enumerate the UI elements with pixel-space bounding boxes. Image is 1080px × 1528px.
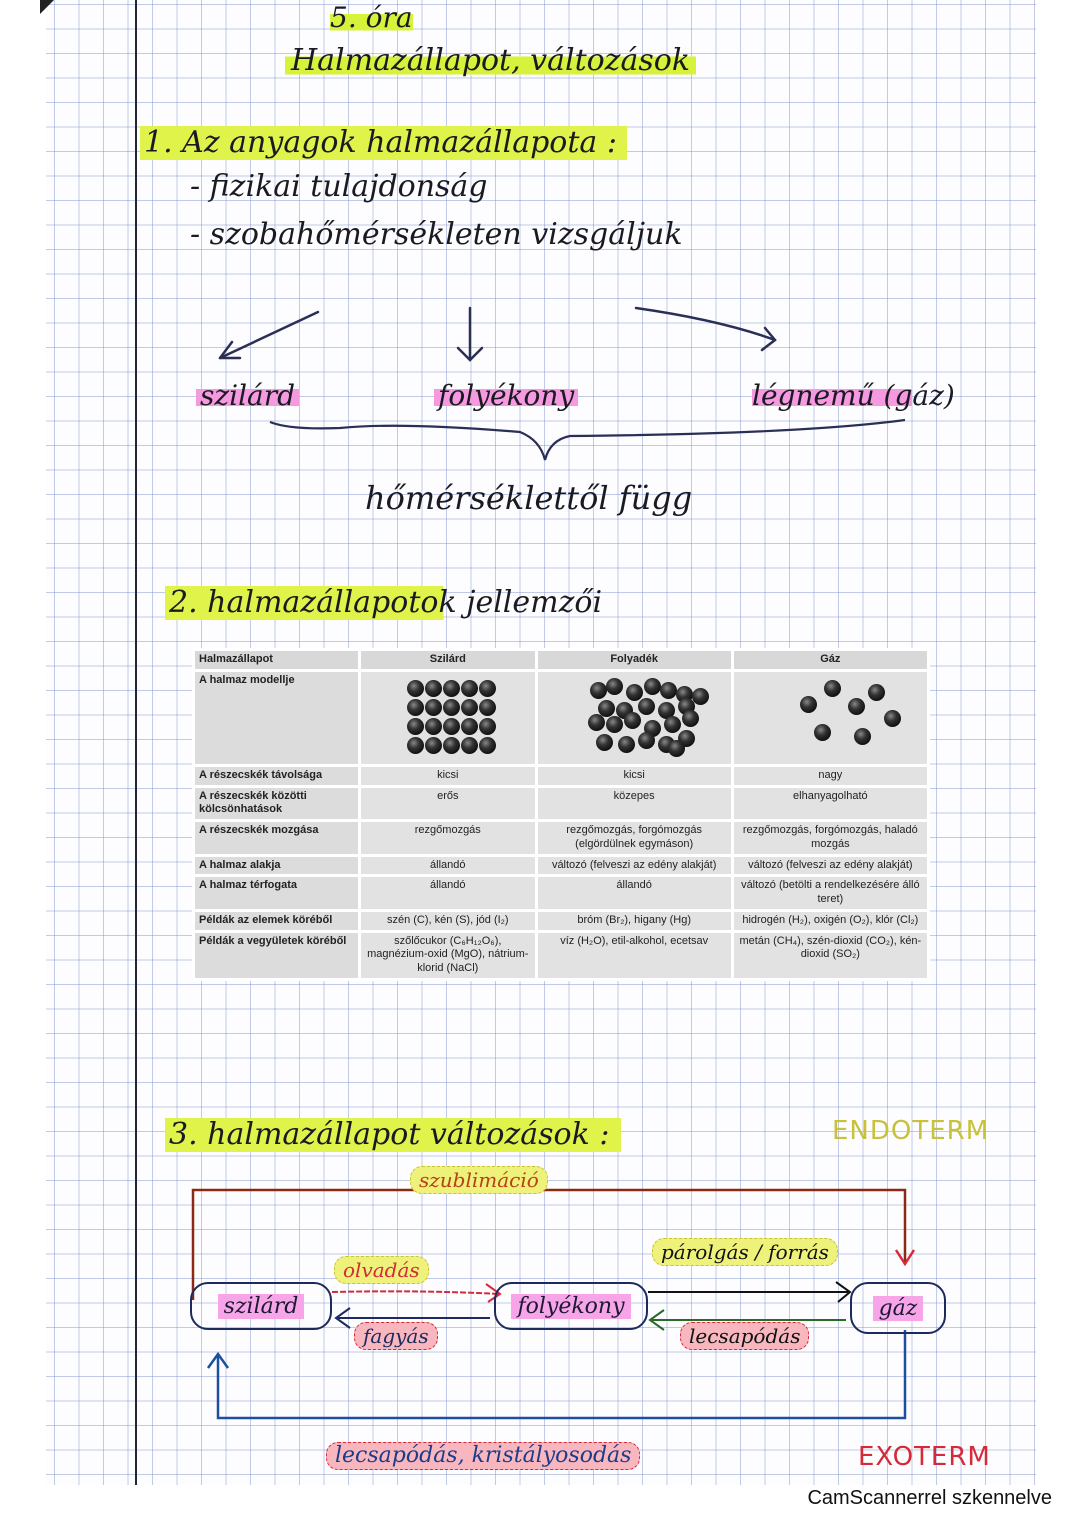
table-cell: elhanyagolható bbox=[734, 788, 927, 820]
table-cell: hidrogén (H₂), oxigén (O₂), klór (Cl₂) bbox=[734, 912, 927, 930]
table-cell: állandó bbox=[361, 857, 535, 875]
table-cell: víz (H₂O), etil-alkohol, ecetsav bbox=[538, 933, 731, 978]
endoterm-label: ENDOTERM bbox=[832, 1116, 990, 1146]
table-header-cell: Halmazállapot bbox=[195, 651, 358, 669]
table-cell: állandó bbox=[361, 877, 535, 909]
bullet-1: - fizikai tulajdonság bbox=[190, 169, 488, 204]
row-label: A részecskék mozgása bbox=[195, 822, 358, 854]
row-label: A részecskék távolsága bbox=[195, 767, 358, 785]
table-cell: állandó bbox=[538, 877, 731, 909]
node-gas bbox=[850, 1282, 946, 1334]
table-cell: rezgőmozgás, forgómozgás, haladó mozgás bbox=[734, 822, 927, 854]
table-cell: rezgőmozgás, forgómozgás (elgördülnek egymáson) bbox=[538, 822, 731, 854]
row-label: Példák a vegyületek köréből bbox=[195, 933, 358, 978]
node-liquid-label: folyékony bbox=[511, 1294, 630, 1319]
row-label: A halmaz alakja bbox=[195, 857, 358, 875]
section2-heading: 2. halmazállapotok jellemzői bbox=[165, 586, 614, 620]
deposition-label: lecsapódás, kristályosodás bbox=[326, 1442, 640, 1470]
melting-label: olvadás bbox=[334, 1256, 429, 1284]
table-header-cell: Szilárd bbox=[361, 651, 535, 669]
node-gas-label: gáz bbox=[873, 1296, 924, 1321]
node-solid-label: szilárd bbox=[218, 1294, 305, 1319]
table-cell: közepes bbox=[538, 788, 731, 820]
table-cell: rezgőmozgás bbox=[361, 822, 535, 854]
scanner-watermark: CamScannerrel szkennelve bbox=[807, 1487, 1052, 1509]
table-cell: szőlőcukor (C₆H₁₂O₆), magnézium-oxid (MgO), nátrium-klorid (NaCl) bbox=[361, 933, 535, 978]
node-liquid bbox=[494, 1282, 648, 1330]
evaporation-label: párolgás / forrás bbox=[652, 1238, 838, 1266]
bullet-2: - szobahőmérsékleten vizsgáljuk bbox=[190, 217, 683, 252]
table-cell: változó (betölti a rendelkezésére álló teret) bbox=[734, 877, 927, 909]
row-label: Példák az elemek köréből bbox=[195, 912, 358, 930]
state-liquid: folyékony bbox=[434, 382, 578, 410]
row-label: A halmaz térfogata bbox=[195, 877, 358, 909]
temperature-note: hőmérséklettől függ bbox=[365, 479, 693, 517]
exoterm-label: EXOTERM bbox=[858, 1442, 991, 1472]
table-cell: kicsi bbox=[538, 767, 731, 785]
table-cell: metán (CH₄), szén-dioxid (CO₂), kén-dioxid (SO₂) bbox=[734, 933, 927, 978]
state-gas: légnemű (gáz) bbox=[752, 379, 955, 412]
section1-heading: 1. Az anyagok halmazállapota : bbox=[140, 126, 627, 160]
condensation-label: lecsapódás bbox=[680, 1322, 809, 1350]
row-label: A részecskék közötti kölcsönhatások bbox=[195, 788, 358, 820]
table-cell: szén (C), kén (S), jód (I₂) bbox=[361, 912, 535, 930]
table-cell: erős bbox=[361, 788, 535, 820]
section3-heading: 3. halmazállapot változások : bbox=[165, 1118, 621, 1152]
table-cell: nagy bbox=[734, 767, 927, 785]
row-label: A halmaz modellje bbox=[195, 672, 358, 764]
sublimation-label: szublimáció bbox=[410, 1166, 548, 1194]
table-cell: változó (felveszi az edény alakját) bbox=[538, 857, 731, 875]
state-solid: szilárd bbox=[196, 382, 299, 410]
lesson-number: 5. óra bbox=[330, 1, 413, 34]
table-header-cell: Gáz bbox=[734, 651, 927, 669]
page-title: Halmazállapot, változások bbox=[285, 46, 696, 76]
table-cell: bróm (Br₂), higany (Hg) bbox=[538, 912, 731, 930]
freezing-label: fagyás bbox=[354, 1322, 438, 1350]
table-header-cell: Folyadék bbox=[538, 651, 731, 669]
table-cell: változó (felveszi az edény alakját) bbox=[734, 857, 927, 875]
node-solid bbox=[190, 1282, 332, 1330]
table-cell: kicsi bbox=[361, 767, 535, 785]
